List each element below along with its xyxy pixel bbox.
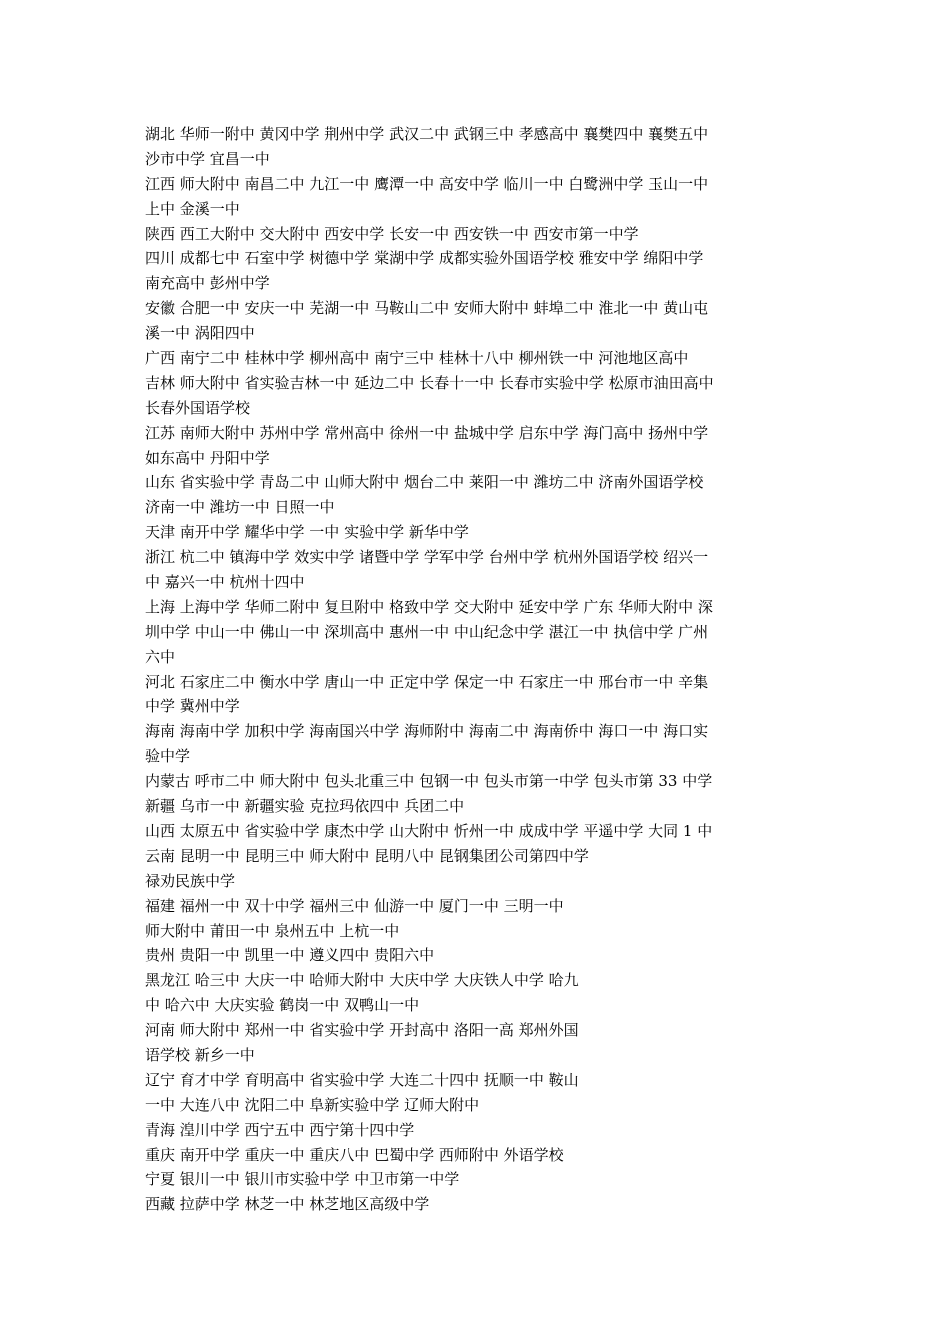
text-line: 新疆 乌市一中 新疆实验 克拉玛依四中 兵团二中 bbox=[145, 797, 465, 816]
document-body bbox=[145, 122, 815, 1217]
text-line: 上海 上海中学 华师二附中 复旦附中 格致中学 交大附中 延安中学 广东 华师大附中 深 bbox=[145, 597, 713, 616]
text-line: 济南一中 潍坊一中 日照一中 bbox=[145, 498, 335, 517]
text-line: 江西 师大附中 南昌二中 九江一中 鹰潭一中 高安中学 临川一中 白鹭洲中学 玉山一中 bbox=[145, 174, 709, 193]
text-line: 溪一中 涡阳四中 bbox=[145, 324, 255, 343]
text-line: 中 嘉兴一中 杭州十四中 bbox=[145, 573, 305, 592]
text-line: 四川 成都七中 石室中学 树德中学 棠湖中学 成都实验外国语学校 雅安中学 绵阳中学 bbox=[145, 249, 704, 268]
text-line: 验中学 bbox=[145, 747, 191, 766]
text-line: 上中 金溪一中 bbox=[145, 199, 240, 218]
text-line: 山东 省实验中学 青岛二中 山师大附中 烟台二中 莱阳一中 潍坊二中 济南外国语学校 bbox=[145, 473, 704, 492]
text-line: 陕西 西工大附中 交大附中 西安中学 长安一中 西安铁一中 西安市第一中学 bbox=[145, 224, 639, 243]
text-line: 圳中学 中山一中 佛山一中 深圳高中 惠州一中 中山纪念中学 湛江一中 执信中学 广州 bbox=[145, 622, 709, 641]
text-line: 中学 冀州中学 bbox=[145, 697, 240, 716]
text-line: 禄劝民族中学 bbox=[145, 871, 236, 890]
text-line: 湖北 华师一附中 黄冈中学 荆州中学 武汉二中 武钢三中 孝感高中 襄樊四中 襄樊五中 bbox=[145, 125, 709, 143]
text-line: 浙江 杭二中 镇海中学 效实中学 诸暨中学 学军中学 台州中学 杭州外国语学校 绍兴一 bbox=[145, 548, 709, 567]
text-line: 西藏 拉萨中学 林芝一中 林芝地区高级中学 bbox=[145, 1195, 430, 1214]
text-line: 福建 福州一中 双十中学 福州三中 仙游一中 厦门一中 三明一中 bbox=[145, 896, 564, 915]
text-line: 六中 bbox=[145, 647, 176, 666]
text-line: 贵州 贵阳一中 凯里一中 遵义四中 贵阳六中 bbox=[145, 946, 435, 965]
text-line: 师大附中 莆田一中 泉州五中 上杭一中 bbox=[145, 921, 400, 940]
text-line: 沙市中学 宜昌一中 bbox=[145, 149, 270, 168]
text-line: 吉林 师大附中 省实验吉林一中 延边二中 长春十一中 长春市实验中学 松原市油田高中 bbox=[145, 373, 714, 392]
text-line: 安徽 合肥一中 安庆一中 芜湖一中 马鞍山二中 安师大附中 蚌埠二中 淮北一中 黄山屯 bbox=[145, 299, 709, 318]
text-line: 河北 石家庄二中 衡水中学 唐山一中 正定中学 保定一中 石家庄一中 邢台市一中 辛集 bbox=[145, 672, 709, 691]
text-line: 中 哈六中 大庆实验 鹤岗一中 双鸭山一中 bbox=[145, 996, 420, 1015]
text-line: 内蒙古 呼市二中 师大附中 包头北重三中 包钢一中 包头市第一中学 包头市第 33 中学 bbox=[145, 772, 713, 791]
text-line: 一中 大连八中 沈阳二中 阜新实验中学 辽师大附中 bbox=[145, 1095, 480, 1114]
text-line: 云南 昆明一中 昆明三中 师大附中 昆明八中 昆钢集团公司第四中学 bbox=[145, 846, 589, 865]
text-line: 语学校 新乡一中 bbox=[145, 1045, 255, 1064]
text-line: 海南 海南中学 加积中学 海南国兴中学 海师附中 海南二中 海南侨中 海口一中 海口实 bbox=[145, 722, 709, 741]
text-line: 辽宁 育才中学 育明高中 省实验中学 大连二十四中 抚顺一中 鞍山 bbox=[145, 1070, 579, 1089]
text-line: 广西 南宁二中 桂林中学 柳州高中 南宁三中 桂林十八中 柳州铁一中 河池地区高中 bbox=[145, 349, 689, 368]
text-line: 如东高中 丹阳中学 bbox=[145, 448, 270, 467]
text-line: 长春外国语学校 bbox=[145, 398, 251, 417]
text-line: 重庆 南开中学 重庆一中 重庆八中 巴蜀中学 西师附中 外语学校 bbox=[145, 1145, 564, 1164]
text-line: 天津 南开中学 耀华中学 一中 实验中学 新华中学 bbox=[145, 523, 469, 542]
text-line: 青海 湟川中学 西宁五中 西宁第十四中学 bbox=[145, 1120, 415, 1139]
text-line: 黑龙江 哈三中 大庆一中 哈师大附中 大庆中学 大庆铁人中学 哈九 bbox=[145, 971, 579, 990]
text-line: 山西 太原五中 省实验中学 康杰中学 山大附中 忻州一中 成成中学 平遥中学 大同 1 中 bbox=[145, 821, 713, 840]
text-line: 江苏 南师大附中 苏州中学 常州高中 徐州一中 盐城中学 启东中学 海门高中 扬州中学 bbox=[145, 423, 709, 442]
text-line: 宁夏 银川一中 银川市实验中学 中卫市第一中学 bbox=[145, 1170, 460, 1189]
text-line: 河南 师大附中 郑州一中 省实验中学 开封高中 洛阳一高 郑州外国 bbox=[145, 1021, 579, 1040]
text-line: 南充高中 彭州中学 bbox=[145, 274, 270, 293]
